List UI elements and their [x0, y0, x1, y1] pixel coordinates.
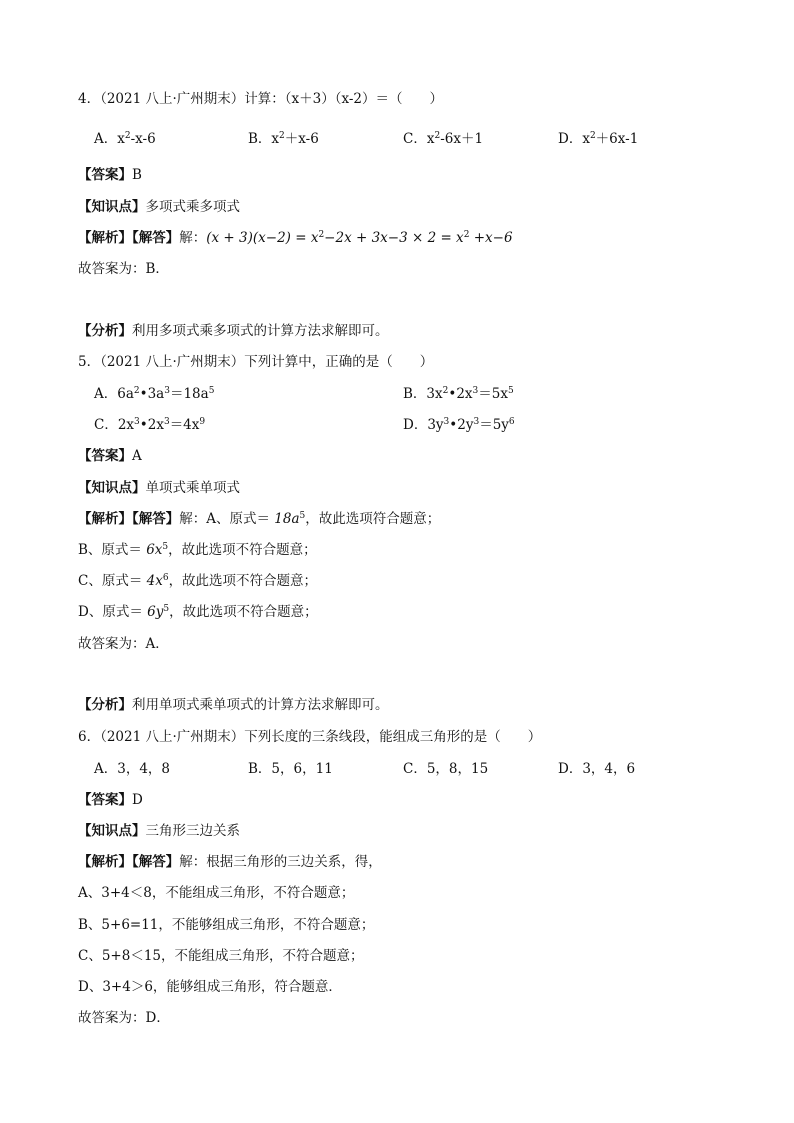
q5-analysis: 【分析】利用单项式乘单项式的计算方法求解即可。 — [78, 697, 389, 713]
q6-solution-line-c: C、5+8＜15，不能组成三角形，不符合题意； — [78, 948, 364, 964]
q5-stem: 5．（2021 八上·广州期末）下列计算中，正确的是（ ） — [78, 354, 434, 370]
q6-answer: 【答案】D — [78, 792, 143, 808]
q4-option-d: D．$x^2+6x-1$ — [558, 131, 639, 147]
q4-option-a: A．$x^2-x-6$ — [94, 131, 156, 147]
q5-option-a: A．$6a^2•3a^3=18a^5$ — [94, 386, 215, 402]
q5-solution-line-b: B、原式＝ $6x^5$，故此选项不符合题意； — [78, 542, 317, 558]
q4-option-b: B．$x^2+x-6$ — [248, 131, 319, 147]
q4-stem: 4．（2021 八上·广州期末）计算：（x＋3）（x-2）＝（ ） — [78, 91, 444, 107]
q6-option-a: A．3，4，8 — [94, 761, 171, 777]
q6-solution-line-b: B、5+6=11，不能够组成三角形，不符合题意； — [78, 917, 375, 933]
q4-solution: 【解析】【解答】解：$(x + 3)(x-2) = x^2-2x + 3x-3 \times 2 = x^2 +x-6$ — [78, 230, 513, 246]
q6-option-b: B．5，6，11 — [248, 761, 333, 777]
q5-option-d: D．$3y^3•2y^3=5y^6$ — [403, 417, 515, 433]
q6-knowledge-point: 【知识点】三角形三边关系 — [78, 823, 240, 839]
q5-knowledge-point: 【知识点】单项式乘单项式 — [78, 480, 240, 496]
q5-conclusion: 故答案为：A． — [78, 636, 169, 652]
q4-knowledge-point: 【知识点】多项式乘多项式 — [78, 199, 240, 215]
q4-conclusion: 故答案为：B． — [78, 261, 169, 277]
q6-stem: 6．（2021 八上·广州期末）下列长度的三条线段，能组成三角形的是（ ） — [78, 729, 542, 745]
q5-option-c: C．$2x^3•2x^3=4x^9$ — [94, 417, 206, 433]
q5-solution-line-d: D、原式＝ $6y^5$，故此选项不符合题意； — [78, 604, 318, 620]
q6-solution-line-d: D、3+4＞6，能够组成三角形，符合题意． — [78, 979, 342, 995]
q4-analysis: 【分析】利用多项式乘多项式的计算方法求解即可。 — [78, 323, 389, 339]
q4-option-c: C．$x^2-6x+1$ — [403, 131, 484, 147]
q4-answer: 【答案】B — [78, 167, 142, 183]
q6-solution-line-intro: 【解析】【解答】解：根据三角形的三边关系，得， — [78, 854, 382, 870]
q6-option-c: C．5，8，15 — [403, 761, 489, 777]
q5-solution-line-a: 【解析】【解答】解：A、原式＝ $18a^5$，故此选项符合题意； — [78, 511, 441, 527]
q6-option-d: D．3，4，6 — [558, 761, 636, 777]
q6-conclusion: 故答案为：D． — [78, 1010, 170, 1026]
q5-answer: 【答案】A — [78, 448, 142, 464]
q6-solution-line-a: A、3+4＜8，不能组成三角形，不符合题意； — [78, 885, 355, 901]
q5-option-b: B．$3x^2•2x^3=5x^5$ — [403, 386, 514, 402]
q5-solution-line-c: C、原式＝ $4x^6$，故此选项不符合题意； — [78, 573, 318, 589]
